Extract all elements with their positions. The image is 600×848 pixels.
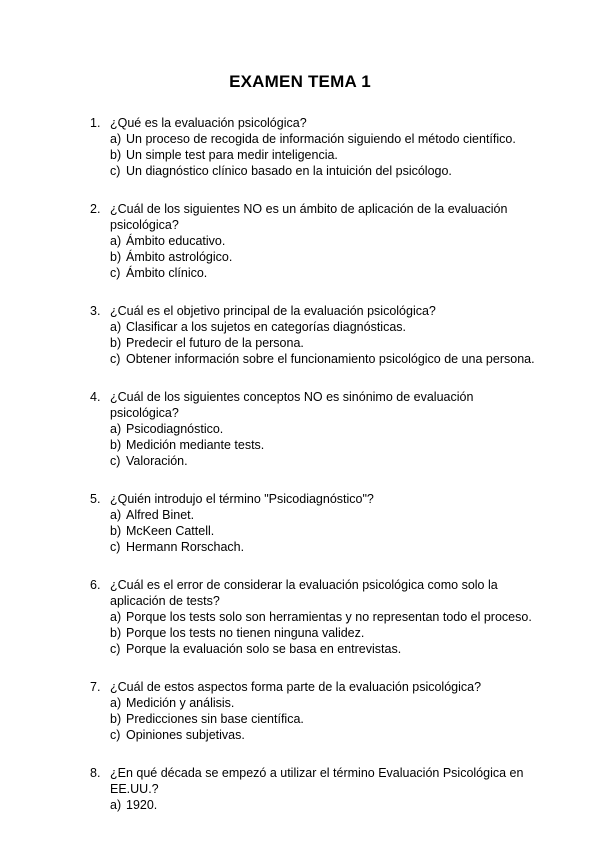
option-text: Obtener información sobre el funcionamiento psicológico de una persona. bbox=[126, 352, 535, 366]
option-letter: c) bbox=[110, 642, 121, 656]
option-letter: b) bbox=[110, 148, 122, 162]
answer-option bbox=[110, 249, 600, 265]
question-text: ¿Cuál es el error de considerar la evaluación psicológica como solo la aplicación de tests? bbox=[110, 578, 498, 608]
option-text: Hermann Rorschach. bbox=[126, 540, 245, 554]
option-letter: b) bbox=[110, 336, 122, 350]
answer-option bbox=[110, 625, 600, 641]
question-4 bbox=[0, 389, 600, 469]
option-text: Porque la evaluación solo se basa en entrevistas. bbox=[126, 642, 402, 656]
option-text: Alfred Binet. bbox=[126, 508, 195, 522]
option-letter: b) bbox=[110, 712, 122, 726]
option-text: Medición mediante tests. bbox=[126, 438, 265, 452]
question-5 bbox=[0, 491, 600, 555]
option-letter: a) bbox=[110, 696, 122, 710]
option-text: Un diagnóstico clínico basado en la intuición del psicólogo. bbox=[126, 164, 452, 178]
option-text: McKeen Cattell. bbox=[126, 524, 215, 538]
option-text: Ámbito clínico. bbox=[126, 266, 208, 280]
option-text: Un simple test para medir inteligencia. bbox=[126, 148, 338, 162]
question-text: ¿Cuál de los siguientes conceptos NO es sinónimo de evaluación psicológica? bbox=[110, 390, 474, 420]
question-1 bbox=[0, 115, 600, 179]
option-text: Ámbito astrológico. bbox=[126, 250, 233, 264]
answer-option bbox=[110, 147, 600, 163]
option-letter: a) bbox=[110, 798, 122, 812]
option-text: Medición y análisis. bbox=[126, 696, 235, 710]
option-list bbox=[110, 695, 600, 743]
option-letter: c) bbox=[110, 266, 121, 280]
answer-option bbox=[110, 711, 600, 727]
option-list bbox=[110, 131, 600, 179]
option-list bbox=[110, 609, 600, 657]
answer-option bbox=[110, 319, 600, 335]
option-letter: c) bbox=[110, 728, 121, 742]
answer-option bbox=[110, 265, 600, 281]
question-number: 1. bbox=[90, 116, 101, 130]
answer-option bbox=[110, 351, 600, 367]
answer-option bbox=[110, 727, 600, 743]
option-text: Opiniones subjetivas. bbox=[126, 728, 245, 742]
answer-option bbox=[110, 335, 600, 351]
option-text: Porque los tests no tienen ninguna validez. bbox=[126, 626, 365, 640]
option-text: 1920. bbox=[126, 798, 158, 812]
question-number: 4. bbox=[90, 390, 101, 404]
option-letter: b) bbox=[110, 626, 122, 640]
question-6 bbox=[0, 577, 600, 657]
question-number: 8. bbox=[90, 766, 101, 780]
question-8 bbox=[0, 765, 600, 813]
question-number: 2. bbox=[90, 202, 101, 216]
question-text: ¿Qué es la evaluación psicológica? bbox=[110, 116, 307, 130]
question-number: 5. bbox=[90, 492, 101, 506]
question-number: 7. bbox=[90, 680, 101, 694]
option-list bbox=[110, 233, 600, 281]
option-letter: c) bbox=[110, 454, 121, 468]
question-text: ¿Cuál de los siguientes NO es un ámbito de aplicación de la evaluación psicológica? bbox=[110, 202, 508, 232]
option-text: Predecir el futuro de la persona. bbox=[126, 336, 304, 350]
option-letter: b) bbox=[110, 524, 122, 538]
answer-option bbox=[110, 507, 600, 523]
option-text: Valoración. bbox=[126, 454, 188, 468]
question-3 bbox=[0, 303, 600, 367]
option-letter: c) bbox=[110, 164, 121, 178]
answer-option bbox=[110, 453, 600, 469]
answer-option bbox=[110, 523, 600, 539]
option-text: Porque los tests solo son herramientas y no representan todo el proceso. bbox=[126, 610, 532, 624]
option-text: Predicciones sin base científica. bbox=[126, 712, 304, 726]
answer-option bbox=[110, 797, 600, 813]
option-list bbox=[110, 319, 600, 367]
answer-option bbox=[110, 163, 600, 179]
option-letter: c) bbox=[110, 540, 121, 554]
answer-option bbox=[110, 131, 600, 147]
answer-option bbox=[110, 641, 600, 657]
option-letter: b) bbox=[110, 438, 122, 452]
question-number: 6. bbox=[90, 578, 101, 592]
exam-title: EXAMEN TEMA 1 bbox=[229, 72, 371, 91]
option-letter: b) bbox=[110, 250, 122, 264]
question-text: ¿Cuál de estos aspectos forma parte de la evaluación psicológica? bbox=[110, 680, 482, 694]
question-text: ¿Cuál es el objetivo principal de la evaluación psicológica? bbox=[110, 304, 436, 318]
option-text: Un proceso de recogida de información siguiendo el método científico. bbox=[126, 132, 516, 146]
question-7 bbox=[0, 679, 600, 743]
option-list bbox=[110, 507, 600, 555]
answer-option bbox=[110, 421, 600, 437]
question-text: ¿En qué década se empezó a utilizar el término Evaluación Psicológica en EE.UU.? bbox=[110, 766, 524, 796]
question-list bbox=[0, 115, 600, 835]
answer-option bbox=[110, 233, 600, 249]
option-letter: a) bbox=[110, 610, 122, 624]
answer-option bbox=[110, 437, 600, 453]
option-letter: a) bbox=[110, 132, 122, 146]
option-list bbox=[110, 421, 600, 469]
option-letter: a) bbox=[110, 422, 122, 436]
option-letter: a) bbox=[110, 508, 122, 522]
option-text: Psicodiagnóstico. bbox=[126, 422, 224, 436]
answer-option bbox=[110, 609, 600, 625]
option-letter: a) bbox=[110, 234, 122, 248]
answer-option bbox=[110, 695, 600, 711]
option-letter: c) bbox=[110, 352, 121, 366]
question-number: 3. bbox=[90, 304, 101, 318]
question-2 bbox=[0, 201, 600, 281]
option-text: Ámbito educativo. bbox=[126, 234, 226, 248]
option-text: Clasificar a los sujetos en categorías diagnósticas. bbox=[126, 320, 407, 334]
answer-option bbox=[110, 539, 600, 555]
option-list bbox=[110, 797, 600, 813]
option-letter: a) bbox=[110, 320, 122, 334]
question-text: ¿Quién introdujo el término "Psicodiagnóstico"? bbox=[110, 492, 374, 506]
